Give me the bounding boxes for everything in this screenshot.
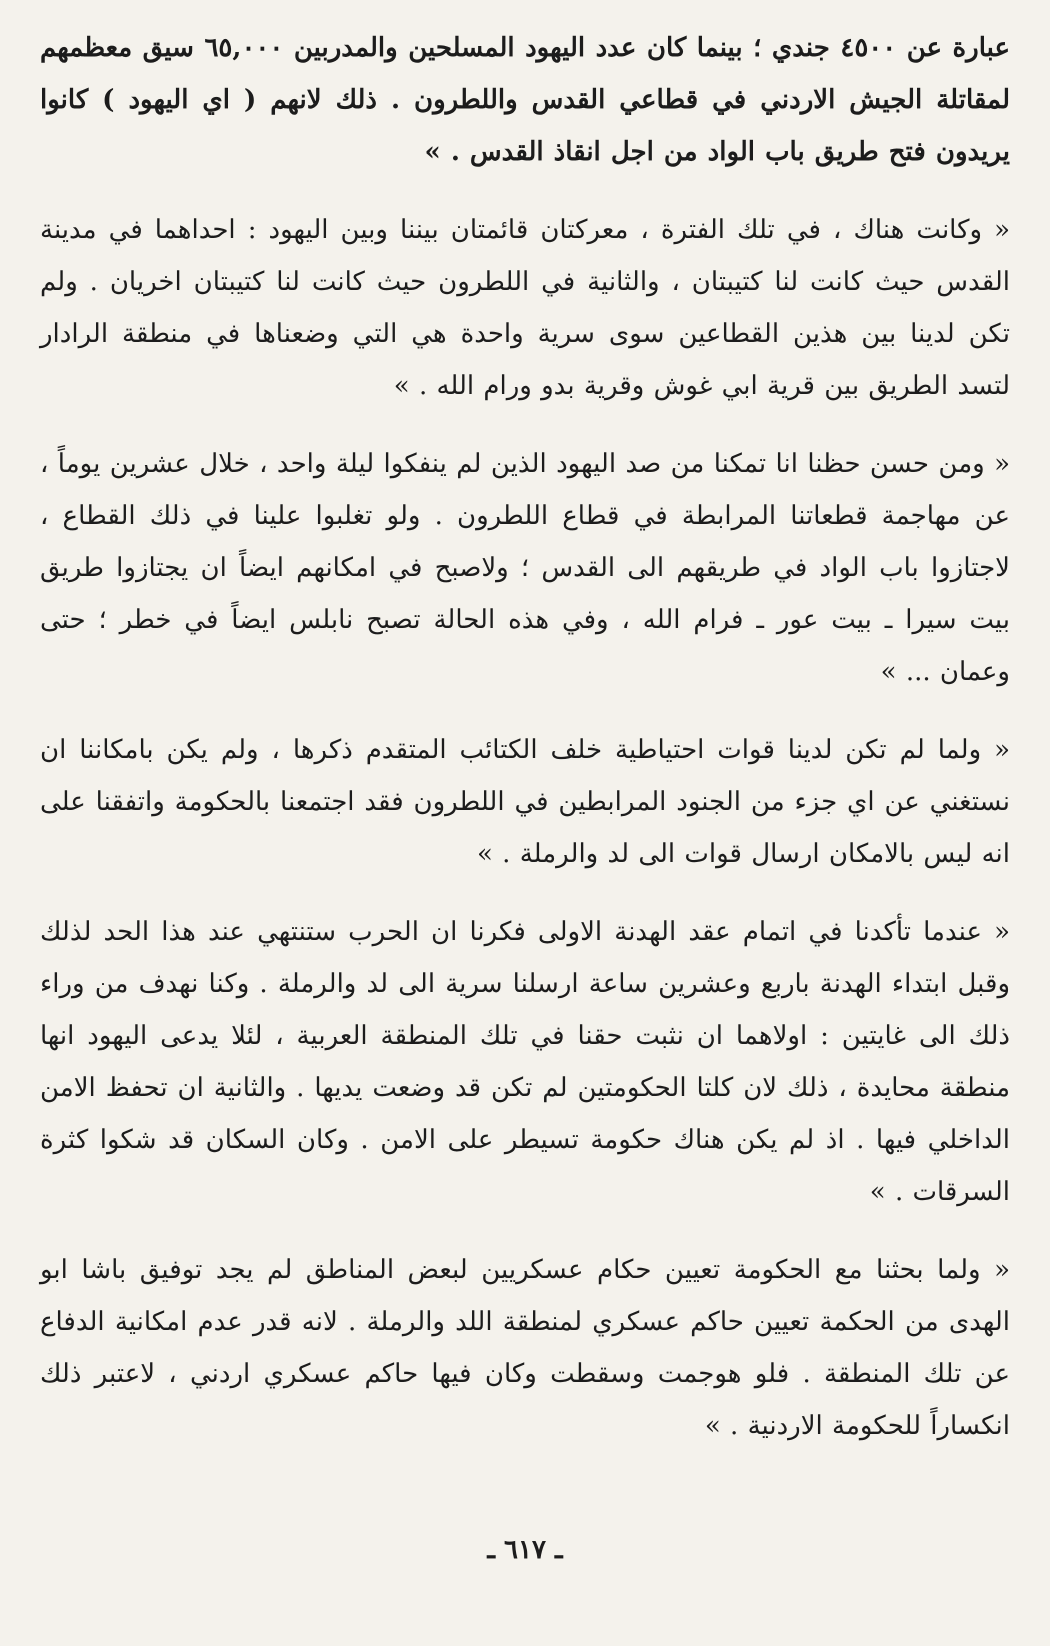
page-number: ـ ٦١٧ ـ	[487, 1535, 563, 1565]
paragraph-4: « ولما لم تكن لدينا قوات احتياطية خلف الكتائب المتقدم ذكرها ، ولم يكن بامكاننا ان نستغني عن اي جزء من الجنود المرابطين في اللطرون فقد اجتمعنا بالحكومة واتفقنا على انه ليس بالامكان ارسال قوات الى لد والرملة . »	[40, 735, 1010, 869]
paragraph-2: « وكانت هناك ، في تلك الفترة ، معركتان قائمتان بيننا وبين اليهود : احداهما في مدينة القدس حيث كانت لنا كتيبتان ، والثانية في اللطرون حيث كانت لنا كتيبتان اخريان . ولم تكن لدينا بين هذين القطاعين سوى سرية واحدة هي التي وضعناها في منطقة الرادار لتسد الطريق بين قرية ابي غوش وقرية بدو ورام الله . »	[40, 215, 1010, 401]
paragraph-3: « ومن حسن حظنا انا تمكنا من صد اليهود الذين لم ينفكوا ليلة واحد ، خلال عشرين يوماً ، عن مهاجمة قطعاتنا المرابطة في قطاع اللطرون . ولو تغلبوا علينا في ذلك القطاع ، لاجتازوا باب الواد في طريقهم الى القدس ؛ ولاصبح في امكانهم ايضاً ان يجتازوا طريق بيت سيرا ـ بيت عور ـ فرام الله ، وفي هذه الحالة تصبح نابلس ايضاً في خطر ؛ حتى وعمان ... »	[40, 449, 1011, 687]
paragraph-5: « عندما تأكدنا في اتمام عقد الهدنة الاولى فكرنا ان الحرب ستنتهي عند هذا الحد لذلك وقبل ابتداء الهدنة باربع وعشرين ساعة ارسلنا سرية الى لد والرملة . وكنا نهدف من وراء ذلك الى غايتين : اولاهما ان نثبت حقنا في تلك المنطقة العربية ، لئلا يدعى اليهود انها منطقة محايدة ، ذلك لان كلتا الحكومتين لم تكن قد وضعت يديها . والثانية ان تحفظ الامن الداخلي فيها . اذ لم يكن هناك حكومة تسيطر على الامن . وكان السكان قد شكوا كثرة السرقات . »	[40, 917, 1010, 1207]
paragraph-1: عبارة عن ٤٥٠٠ جندي ؛ بينما كان عدد اليهود المسلحين والمدربين ٦٥,٠٠٠ سيق معظمهم لمقاتلة الجيش الاردني في قطاعي القدس واللطرون . ذلك لانهم ( اي اليهود ) كانوا يريدون فتح طريق باب الواد من اجل انقاذ القدس . »	[40, 33, 1011, 167]
paragraph-6: « ولما بحثنا مع الحكومة تعيين حكام عسكريين لبعض المناطق لم يجد توفيق باشا ابو الهدى من الحكمة تعيين حاكم عسكري لمنطقة اللد والرملة . لانه قدر عدم امكانية الدفاع عن تلك المنطقة . فلو هوجمت وسقطت وكان فيها حاكم عسكري اردني ، لاعتبر ذلك انكساراً للحكومة الاردنية . »	[40, 1255, 1010, 1441]
